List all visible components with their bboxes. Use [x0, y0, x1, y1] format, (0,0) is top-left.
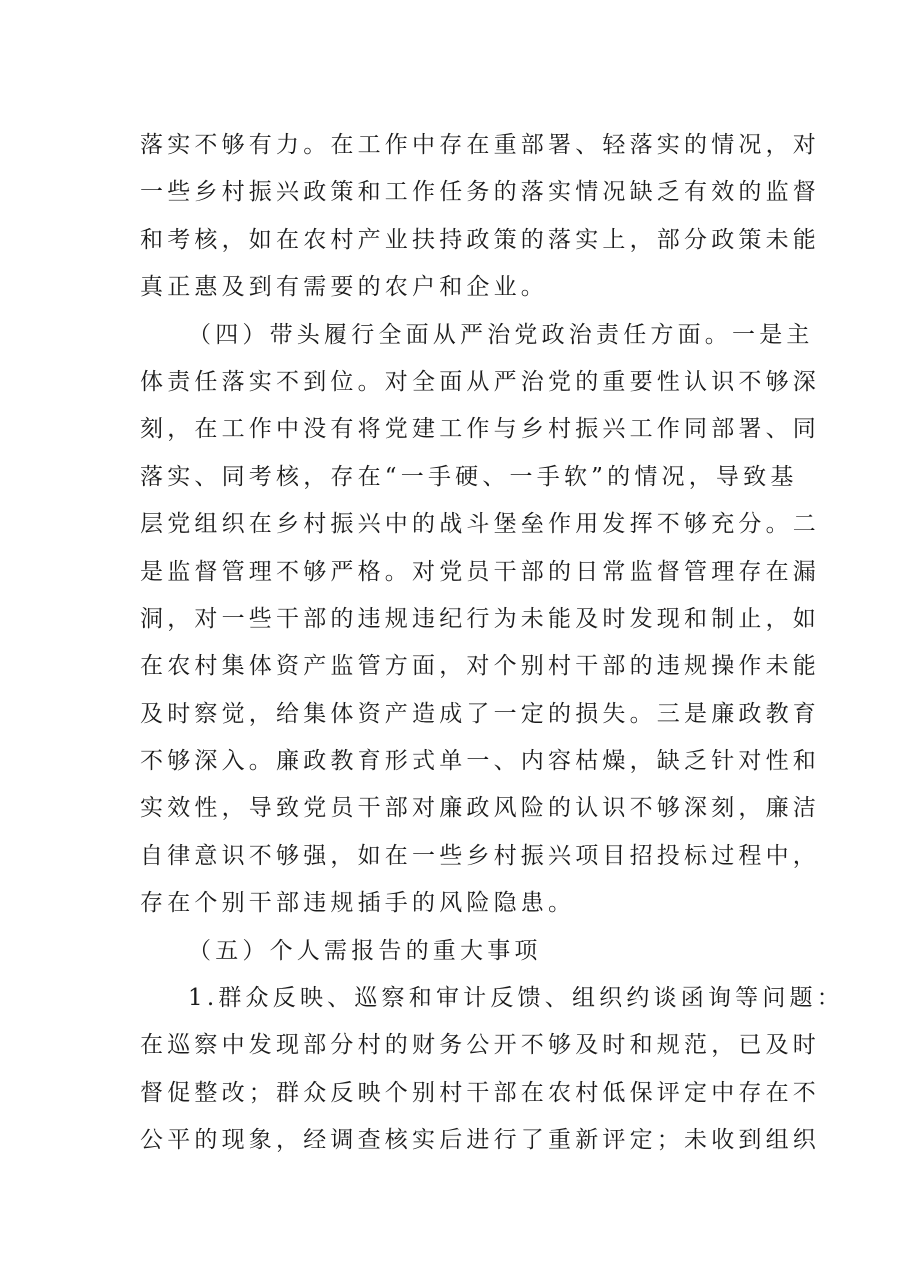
- text-line: 在农村集体资产监管方面，对个别村干部的违规操作未能: [140, 653, 820, 680]
- section-four-heading-line: （四）带头履行全面从严治党政治责任方面。一是主: [188, 321, 814, 348]
- text-line: 真正惠及到有需要的农户和企业。: [140, 274, 548, 301]
- text-line: 一些乡村振兴政策和工作任务的落实情况缺乏有效的监督: [140, 179, 820, 206]
- text-line: 洞，对一些干部的违规违纪行为未能及时发现和制止，如: [140, 605, 820, 632]
- text-line: 刻，在工作中没有将党建工作与乡村振兴工作同部署、同: [140, 416, 820, 443]
- item-one-line: 1.群众反映、巡察和审计反馈、组织约谈函询等问题：: [188, 985, 844, 1012]
- text-line: 及时察觉，给集体资产造成了一定的损失。三是廉政教育: [140, 700, 820, 727]
- text-line: 在巡察中发现部分村的财务公开不够及时和规范，已及时: [140, 1032, 820, 1059]
- text-line: 不够深入。廉政教育形式单一、内容枯燥，缺乏针对性和: [140, 748, 820, 775]
- text-line: 体责任落实不到位。对全面从严治党的重要性认识不够深: [140, 368, 820, 395]
- text-line: 是监督管理不够严格。对党员干部的日常监督管理存在漏: [140, 558, 820, 585]
- text-line: 督促整改；群众反映个别村干部在农村低保评定中存在不: [140, 1079, 820, 1106]
- text-line: 实效性，导致党员干部对廉政风险的认识不够深刻，廉洁: [140, 795, 820, 822]
- text-line: 自律意识不够强，如在一些乡村振兴项目招投标过程中，: [140, 842, 820, 869]
- text-line: 和考核，如在农村产业扶持政策的落实上，部分政策未能: [140, 226, 820, 253]
- text-line: 落实不够有力。在工作中存在重部署、轻落实的情况，对: [140, 132, 820, 158]
- document-body: [140, 122, 844, 1165]
- section-five-heading: （五）个人需报告的重大事项: [188, 937, 542, 964]
- text-line: 存在个别干部违规插手的风险隐患。: [140, 890, 576, 917]
- text-line: 落实、同考核，存在“一手硬、一手软”的情况，导致基: [140, 463, 798, 490]
- text-line: 层党组织在乡村振兴中的战斗堡垒作用发挥不够充分。二: [140, 511, 820, 538]
- text-line: 公平的现象，经调查核实后进行了重新评定；未收到组织: [140, 1127, 820, 1154]
